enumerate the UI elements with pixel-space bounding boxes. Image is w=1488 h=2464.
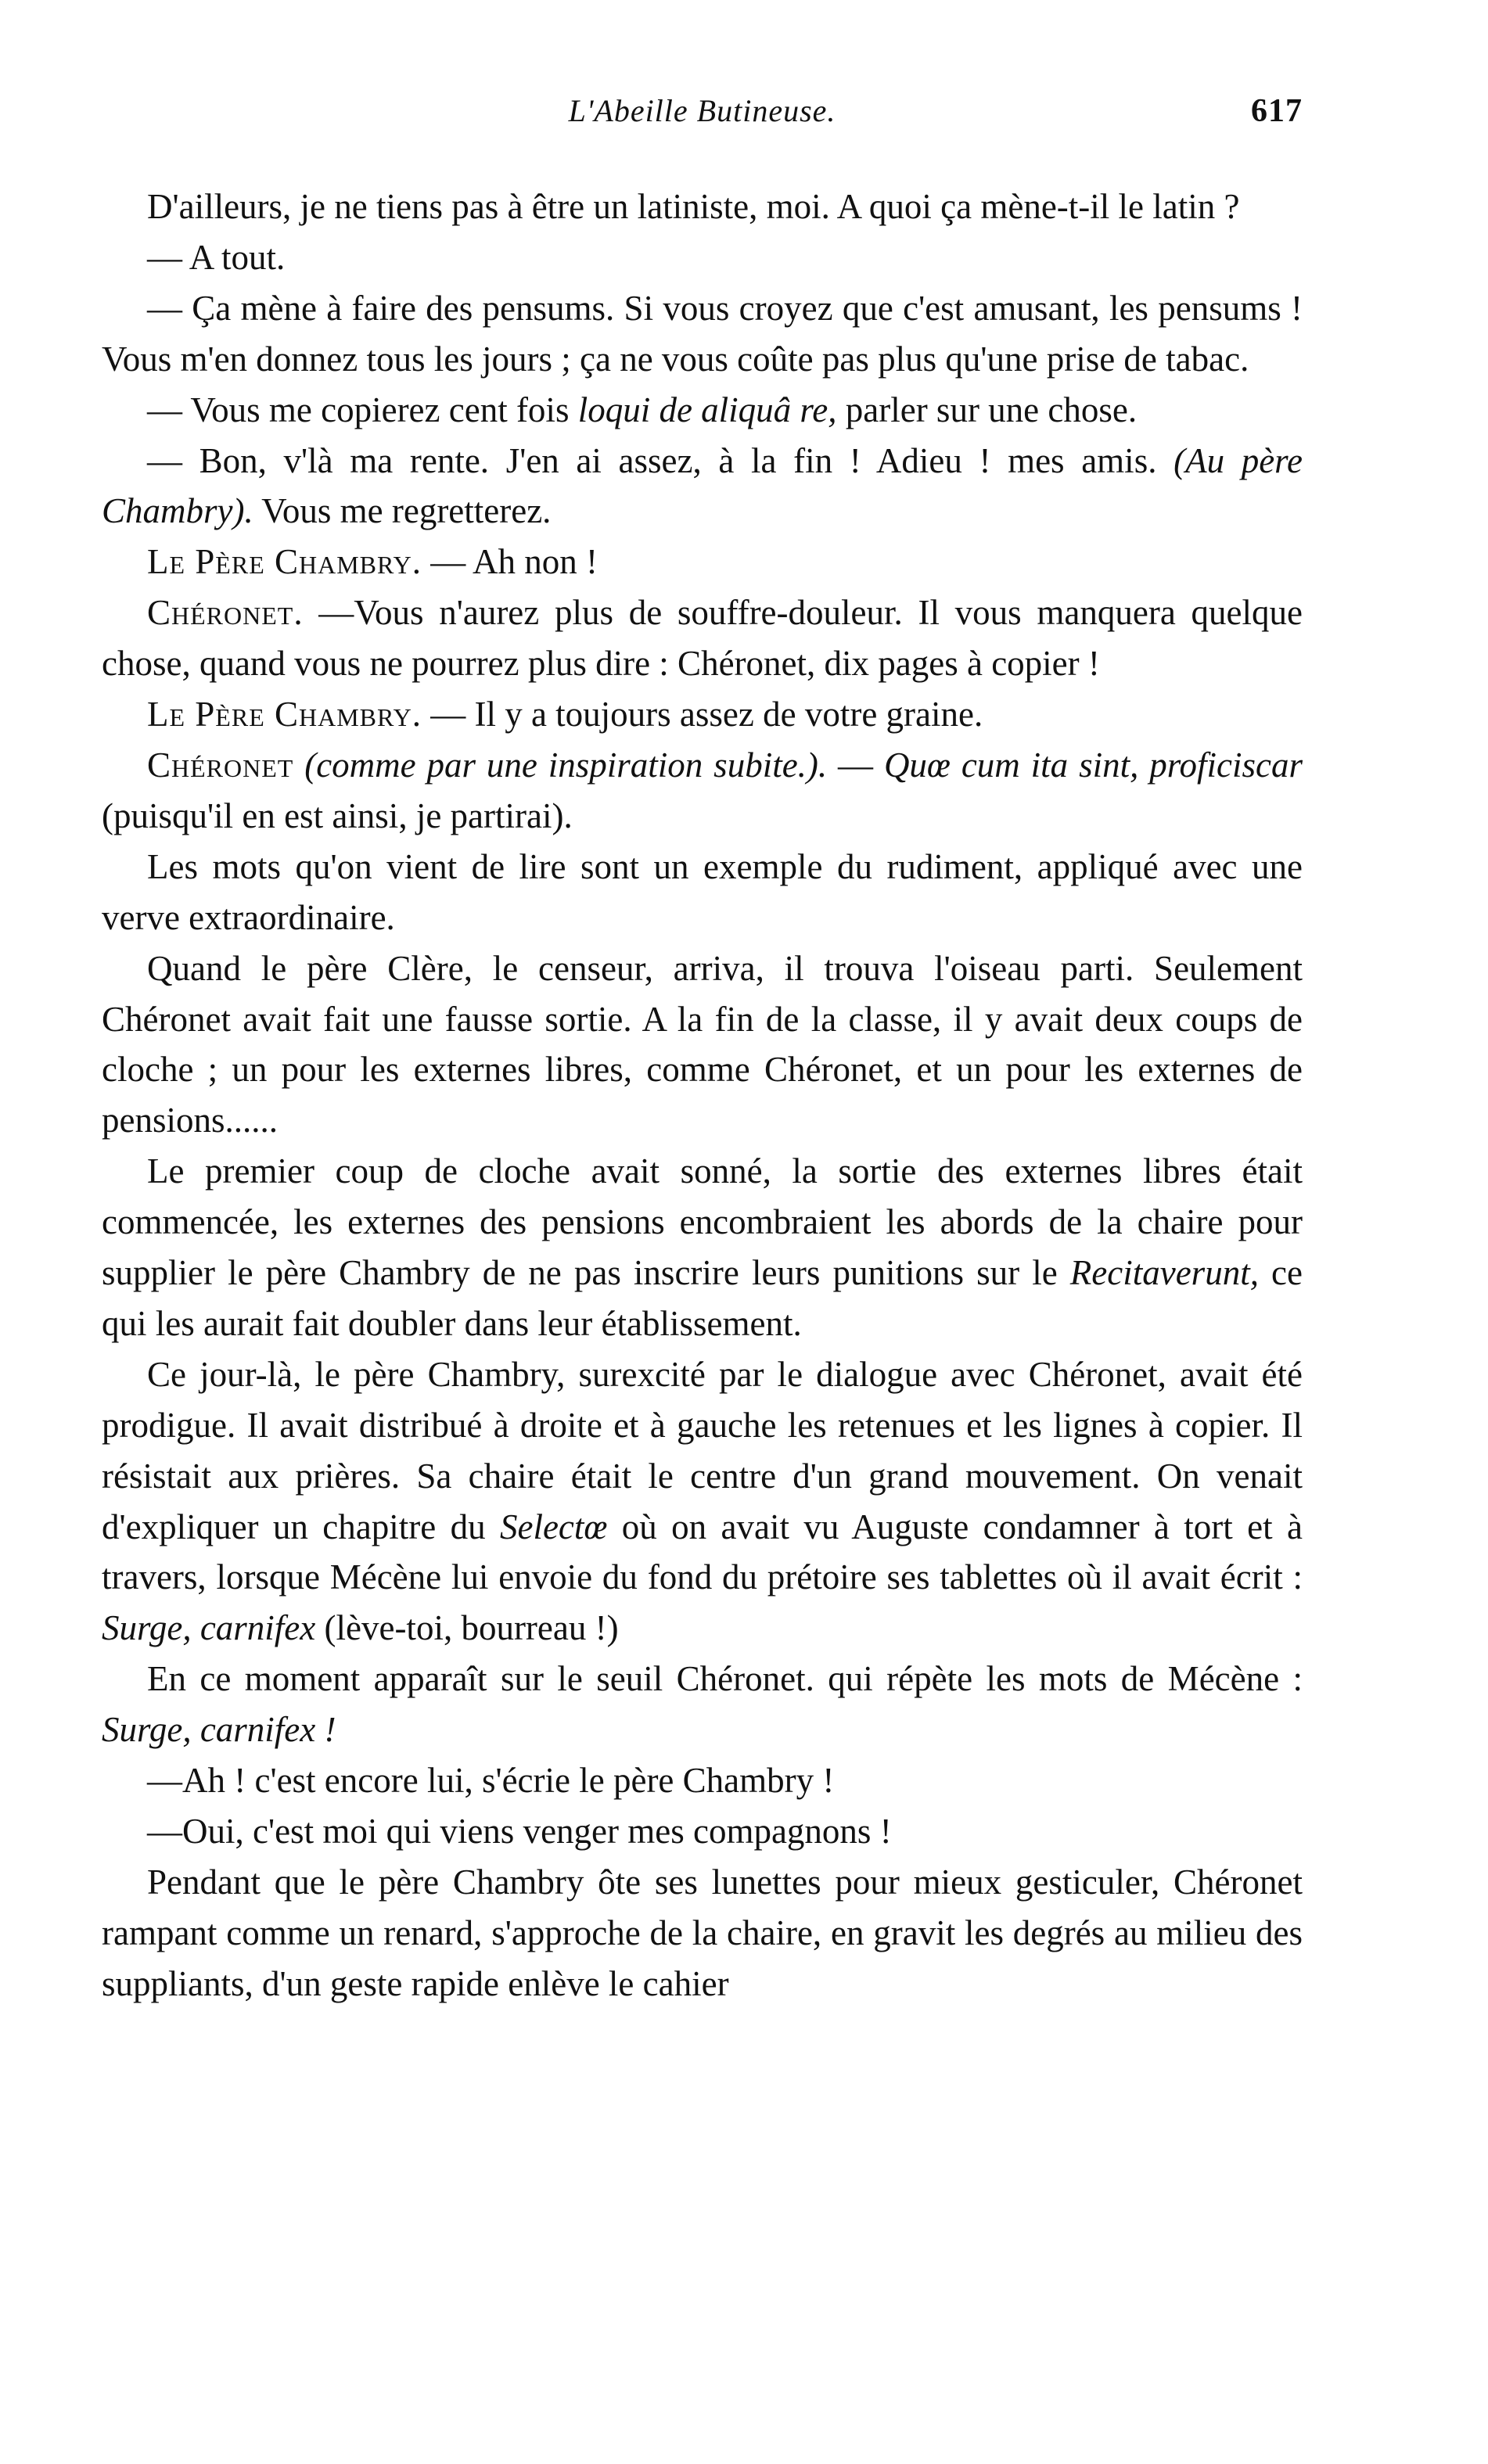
text-run: —Vous n'aurez plus de souffre-douleur. Il vous manquera quelque chose, quand vous ne pourrez plus dire : Chéronet, dix pages à copier ! [102,593,1303,684]
paragraph [102,943,1303,1147]
paragraph [102,385,1303,436]
paragraph [102,1755,1303,1806]
running-title: L'Abeille Butineuse. [568,93,836,128]
text-run: Les mots qu'on vient de lire sont un exemple du rudiment, appliqué avec une verve extraordinaire. [102,846,1303,937]
paragraph [102,587,1303,689]
text-run: —Oui, c'est moi qui viens venger mes compagnons ! [147,1812,892,1851]
speaker-name: Chéronet [147,745,294,785]
text-run: — Il y a toujours assez de votre graine. [421,695,983,735]
speaker-name: Chéronet. [147,593,304,633]
paragraph [102,181,1303,232]
paragraph [102,1146,1303,1349]
page-number: 617 [1251,93,1303,129]
text-run: Vous me regretterez. [253,491,552,531]
paragraph [102,283,1303,385]
body-text [102,181,1303,2010]
paragraph [102,740,1303,842]
text-run: — Ah non ! [421,542,598,582]
text-run: — Ça mène à faire des pensums. Si vous croyez que c'est amusant, les pensums ! Vous m'en donnez tous les jours ; ça ne vous coûte pas plus qu'une prise de tabac. [102,288,1303,379]
italic-text: Surge, carnifex ! [102,1710,336,1750]
text-run: — Bon, v'là ma rente. J'en ai assez, à la fin ! Adieu ! mes amis. [147,440,1174,480]
paragraph [102,436,1303,537]
text-run: — A tout. [147,237,286,277]
italic-text: Selectœ [499,1507,608,1546]
text-run: — [827,745,884,785]
paragraph [102,1857,1303,2010]
paragraph [102,1654,1303,1755]
paragraph [102,1349,1303,1654]
running-head [102,92,1303,147]
speaker-name: Le Père Chambry. [147,695,422,735]
text-run: où on avait vu Auguste condamner à tort et à travers, lorsque Mécène lui envoie du fond du prétoire ses tablettes où il avait écrit : [102,1507,1303,1597]
italic-text: Recitaverunt, [1069,1253,1259,1293]
text-run: En ce moment apparaît sur le seuil Chéronet. qui répète les mots de Mécène : [147,1659,1303,1699]
text-run: (lève-toi, bourreau !) [315,1608,619,1648]
text-run: Pendant que le père Chambry ôte ses lunettes pour mieux gesticuler, Chéronet rampant comme un renard, s'approche de la chaire, en gravit les degrés au milieu des suppliants, d'un geste rapide enlève le cahier [102,1862,1303,2003]
text-run: Quand le père Clère, le censeur, arriva, il trouva l'oiseau parti. Seulement Chéronet avait fait une fausse sortie. A la fin de la classe, il y avait deux coups de cloche ; un pour les externes libres, comme Chéronet, et un pour les externes de pensions...... [102,948,1303,1140]
text-run [293,745,304,785]
text-run: (puisqu'il en est ainsi, je partirai). [102,796,573,835]
paragraph [102,689,1303,740]
italic-text: loqui de aliquâ re, [577,390,837,429]
italic-text: Quœ cum ita sint, proficiscar [883,745,1303,785]
paragraph [102,842,1303,943]
paragraph [102,537,1303,587]
text-run: —Ah ! c'est encore lui, s'écrie le père Chambry ! [147,1761,835,1801]
speaker-name: Le Père Chambry. [147,542,422,582]
italic-text: (Au père Chambry). [102,440,1303,531]
italic-text: Surge, carnifex [102,1608,316,1648]
text-run: Ce jour-là, le père Chambry, surexcité par le dialogue avec Chéronet, avait été prodigue. Il avait distribué à droite et à gauche les retenues et les lignes à copier. Il résistait aux prières. Sa chaire était le centre d'un grand mouvement. On venait d'expliquer un chapitre du [102,1354,1303,1546]
text-run: Le premier coup de cloche avait sonné, la sortie des externes libres était commencée, les externes des pensions encombraient les abords de la chaire pour supplier le père Chambry de ne pas inscrire leurs punitions sur le [102,1151,1303,1293]
italic-text: (comme par une inspiration subite.). [304,745,828,785]
text-run: D'ailleurs, je ne tiens pas à être un latiniste, moi. A quoi ça mène-t-il le latin ? [147,187,1240,226]
text-run: parler sur une chose. [836,390,1138,429]
paragraph [102,1806,1303,1857]
text-run: — Vous me copierez cent fois [147,390,578,429]
paragraph [102,232,1303,283]
text-run: ce qui les aurait fait doubler dans leur établissement. [102,1253,1303,1343]
